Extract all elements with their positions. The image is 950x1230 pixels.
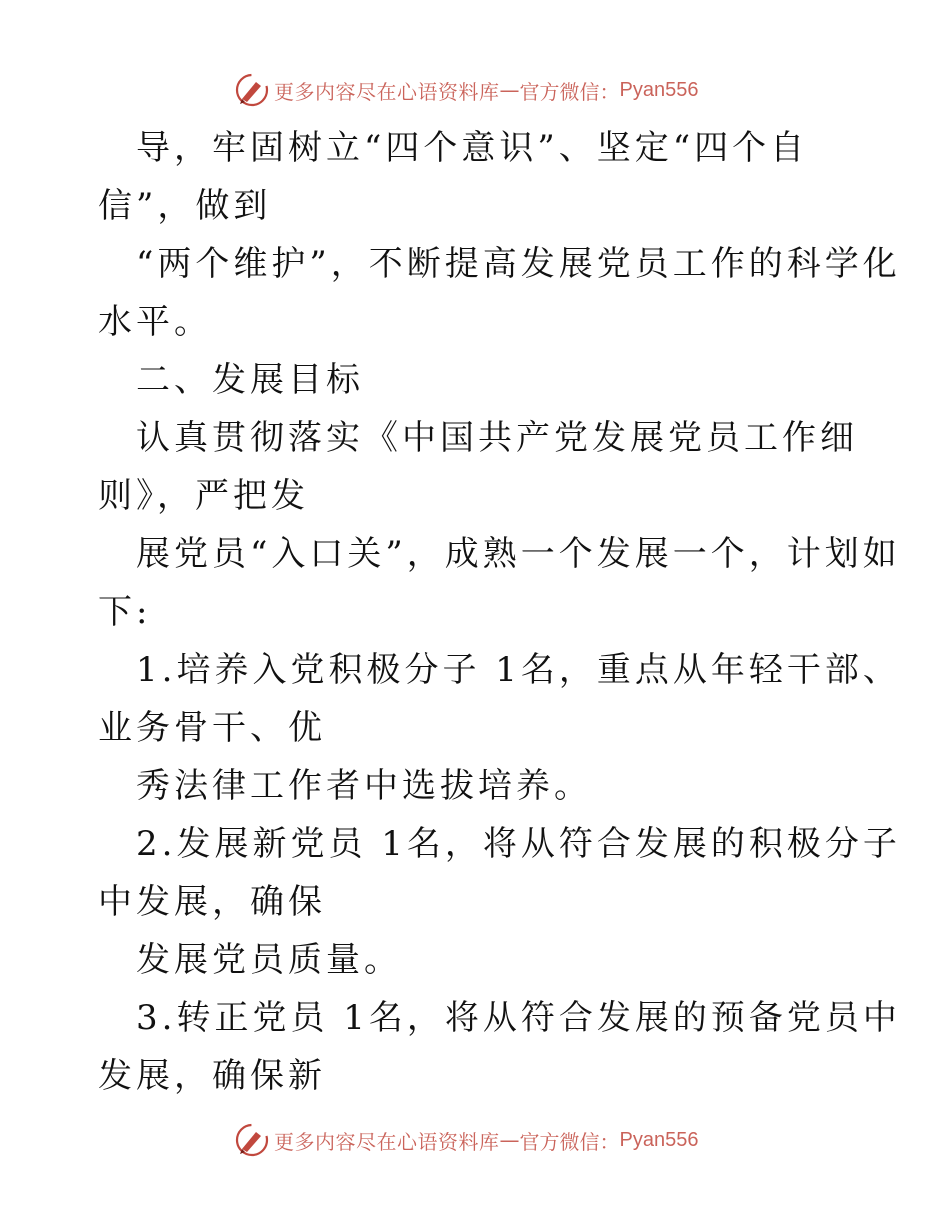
text-line: 发展，确保新 — [98, 1056, 326, 1096]
watermark-wechat-label: 官方微信： — [519, 79, 620, 104]
watermark-separator: — — [499, 1128, 520, 1152]
text-line: 信”，做到 — [98, 186, 272, 226]
text-line: 下: — [98, 592, 152, 632]
list-item-2: 2.发展新党员 1名，将从符合发展的积极分子 — [136, 824, 901, 864]
list-item-3: 3.转正党员 1名，将从符合发展的预备党员中 — [136, 998, 901, 1038]
watermark-brand: 更多内容尽在心语资料库 — [274, 79, 500, 104]
text-line: 则》，严把发 — [98, 476, 309, 516]
watermark-brand: 更多内容尽在心语资料库 — [274, 1129, 500, 1154]
text-line: 认真贯彻落实《中国共产党发展党员工作细 — [136, 418, 858, 458]
watermark-footer — [234, 1120, 698, 1160]
watermark-wechat-label: 官方微信： — [519, 1129, 620, 1154]
watermark-wechat-id: Pyan556 — [619, 1128, 699, 1151]
pen-logo-icon — [234, 1122, 270, 1158]
section-heading: 二、发展目标 — [136, 360, 364, 400]
text-line: 业务骨干、优 — [98, 708, 326, 748]
text-line: 发展党员质量。 — [136, 940, 402, 980]
watermark-separator: — — [499, 78, 520, 102]
text-line: “两个维护”，不断提高发展党员工作的科学化 — [136, 244, 901, 284]
watermark-wechat-id: Pyan556 — [619, 78, 699, 101]
list-item-1: 1.培养入党积极分子 1名，重点从年轻干部、 — [136, 650, 901, 690]
text-line: 展党员“入口关”，成熟一个发展一个，计划如 — [136, 534, 901, 574]
text-line: 水平。 — [98, 302, 212, 342]
text-line: 中发展，确保 — [98, 882, 326, 922]
text-line: 秀法律工作者中选拔培养。 — [136, 766, 592, 806]
text-line: 导，牢固树立“四个意识”、坚定“四个自 — [136, 128, 809, 168]
